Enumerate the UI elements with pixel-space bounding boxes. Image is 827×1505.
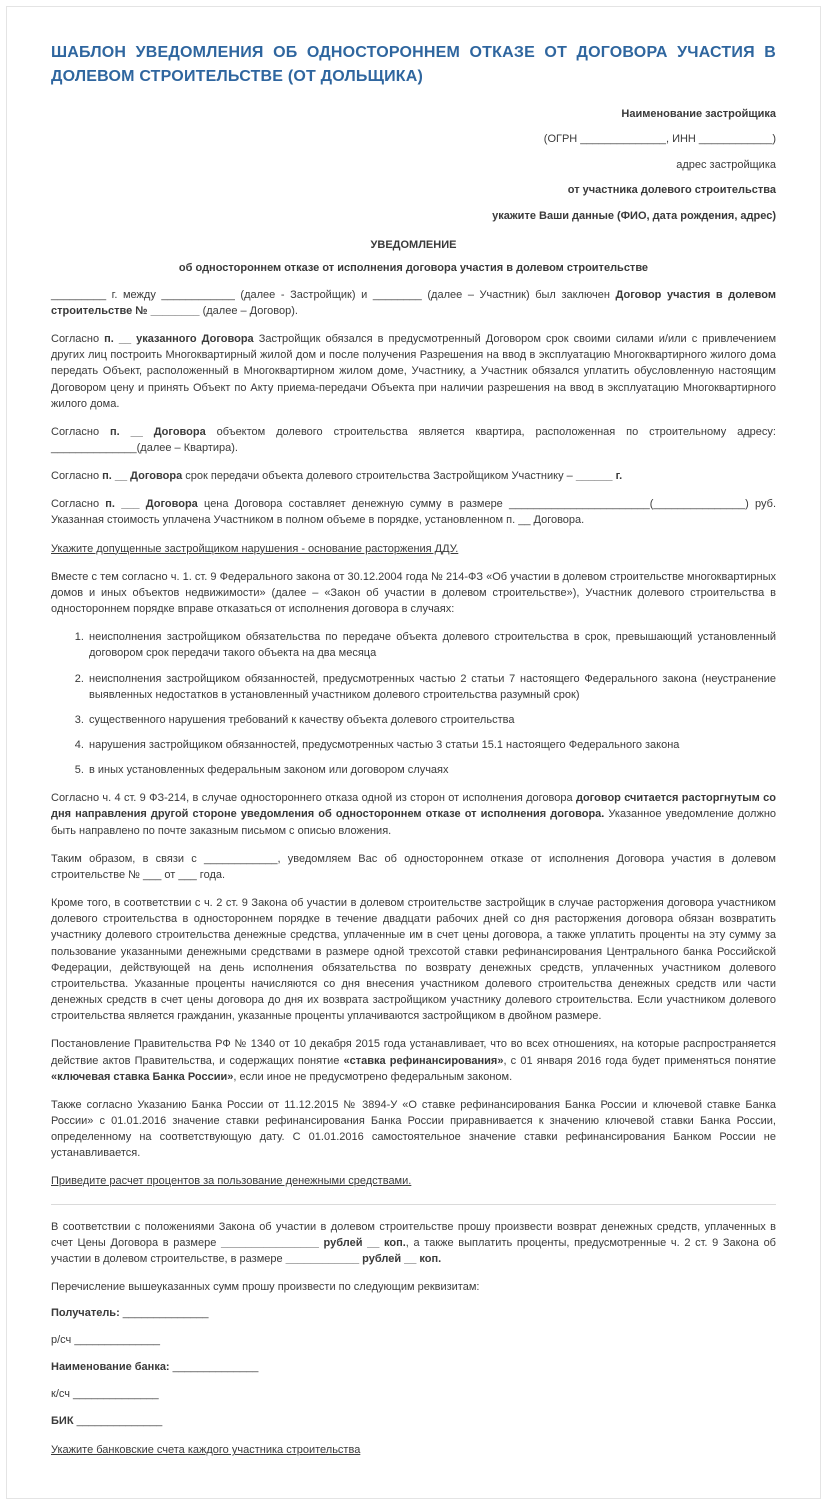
- notification-subtitle: об одностороннем отказе от исполнения договора участия в долевом строительстве: [178, 262, 649, 275]
- participant-data-line: укажите Ваши данные (ФИО, дата рождения, адрес): [492, 209, 776, 222]
- para-refund-duty: Кроме того, в соответствии с ч. 2 ст. 9 Закона об участии в долевом строительстве застройщик в случае расторжения договора участником долевого строительства в одностороннем порядке в течение двадцати рабочих дней со дня расторжения договора обязан возвратить участнику долевого строительства денежные средства, уплаченные им в счет цены договора, а также уплатить проценты на эту сумму за пользование указанными денежными средствами в размере одной трехсотой ставки рефинансирования Центрального банка Российской Федерации, действующей на день исполнения обязательства по возврату денежных средств, уплаченных участником долевого строительства. Указанные проценты начисляются со дня внесения участником долевого строительства денежных средств или части денежных средств в счет цены договора до дня их возврата застройщиком участнику долевого строительства. Если участником долевого строительства является гражданин, указанные проценты уплачиваются застройщиком в двойном размере.: [51, 897, 776, 1023]
- bank-requisites-block: [51, 1307, 776, 1427]
- para-government-decree: Постановление Правительства РФ № 1340 от 10 декабря 2015 года устанавливает, что во всех отношениях, на которые распространяется действие актов Правительства, и содержащих понятие «ставка рефинансирования», с 01 января 2016 года будет применяться понятие «ключевая ставка Банка России», если иное не предусмотрено федеральным законом.: [51, 1038, 776, 1083]
- clipped-row-divider: [51, 1204, 776, 1205]
- para-refund-request: В соответствии с положениями Закона об участии в долевом строительстве прошу произвести возврат денежных средств, уплаченных в счет Цены Договора в размере ________________ рублей __ коп., а также выплатить проценты, предусмотренные ч. 2 ст. 9 Закона об участии в долевом строительстве, в размере ____________ рублей __ коп.: [51, 1220, 776, 1265]
- list-item: 4. нарушения застройщиком обязанностей, предусмотренных частью 3 статьи 15.1 настоящего Федерального закона: [87, 737, 776, 753]
- para-termination-effect: Согласно ч. 4 ст. 9 ФЗ-214, в случае одностороннего отказа одной из сторон от исполнения договора договор считается расторгнутым со дня направления другой стороне уведомления об одностороннем отказе от исполнения договора. Указанное уведомление должно быть направлено по почте заказным письмом с описью вложения.: [51, 792, 777, 837]
- page-title: ШАБЛОН УВЕДОМЛЕНИЯ ОБ ОДНОСТОРОННЕМ ОТКАЗЕ ОТ ДОГОВОРА УЧАСТИЯ В ДОЛЕВОМ СТРОИТЕЛЬСТВЕ (ОТ ДОЛЬЩИКА): [51, 44, 776, 85]
- requisite-bank-name: Наименование банка: ______________: [51, 1361, 259, 1374]
- recipient-block: [51, 107, 776, 224]
- hint-violations: Укажите допущенные застройщиком нарушения - основание расторжения ДДУ.: [51, 542, 459, 555]
- para-law-intro: Вместе с тем согласно ч. 1. ст. 9 Федерального закона от 30.12.2004 года № 214-ФЗ «Об участии в долевом строительстве многоквартирных домов и иных объектов недвижимости» (далее – «Закон об участии в долевом строительстве»), Участник долевого строительства в одностороннем порядке вправе отказаться от исполнения договора в случаях:: [51, 570, 776, 616]
- developer-address-line: адрес застройщика: [676, 158, 776, 171]
- notification-title: УВЕДОМЛЕНИЕ: [370, 238, 457, 251]
- list-item: 3. существенного нарушения требований к качеству объекта долевого строительства: [87, 712, 776, 728]
- hint-participant-accounts: Укажите банковские счета каждого участника строительства: [51, 1444, 361, 1457]
- developer-name-line: Наименование застройщика: [621, 108, 776, 120]
- requisite-corr-account: к/сч ______________: [51, 1388, 159, 1401]
- list-item: 1. неисполнения застройщиком обязательства по передаче объекта долевого строительства в срок, превышающий установленный договором срок передачи такого объекта на два месяца: [87, 629, 776, 661]
- para-developer-obligation: Согласно п. __ указанного Договора Застройщик обязался в предусмотренный Договором срок своими силами и/или с привлечением других лиц построить Многоквартирный жилой дом и после получения Разрешения на ввод в эксплуатацию Многоквартирного жилого дома передать Объект, расположенный в Многоквартирном жилом доме, Участнику, а Участник обязался уплатить обусловленную настоящим Договором цену и принять Объект по Акту приема-передачи Объекта при наличии разрешения на ввод в эксплуатацию Многоквартирного жилого дома.: [51, 333, 777, 410]
- para-contract-intro: _________ г. между ____________ (далее - Застройщик) и ________ (далее – Участник) был заключен Договор участия в долевом строительстве № ________ (далее – Договор).: [51, 288, 776, 317]
- para-contract-price: Согласно п. ___ Договора цена Договора составляет денежную сумму в размере _______________________(_______________) руб. Указанная стоимость уплачена Участником в полном объеме в порядке, установленном п. __ Договора.: [51, 498, 777, 527]
- para-transfer-deadline: Согласно п. __ Договора срок передачи объекта долевого строительства Застройщиком Участнику – ______ г.: [51, 470, 623, 483]
- document-page: [6, 6, 821, 1499]
- notification-heading: [51, 238, 776, 277]
- requisite-payee: Получатель: ______________: [51, 1307, 209, 1320]
- para-cbr-note: Также согласно Указанию Банка России от 11.12.2015 № 3894-У «О ставке рефинансирования Банка России и ключевой ставке Банка России» с 01.01.2016 значение ставки рефинансирования Банка России приравнивается к значению ключевой ставки Банка России, определенному на соответствующую дату. С 01.01.2016 самостоятельное значение ставки рефинансирования Банком России не устанавливается.: [51, 1098, 776, 1160]
- requisite-bik: БИК ______________: [51, 1415, 163, 1428]
- ogrn-inn-line: (ОГРН ______________, ИНН ____________): [543, 133, 776, 146]
- hint-interest-calculation: Приведите расчет процентов за пользование денежными средствами.: [51, 1175, 412, 1188]
- refusal-cases-list: [51, 629, 776, 778]
- para-construction-object: Согласно п. __ Договора объектом долевого строительства является квартира, расположенная по строительному адресу: ______________(далее – Квартира).: [51, 425, 776, 454]
- from-participant-line: от участника долевого строительства: [567, 184, 776, 197]
- para-therefore: Таким образом, в связи с ____________, уведомляем Вас об одностороннем отказе от исполнения Договора участия в долевом строительстве № ___ от ___ года.: [51, 852, 776, 881]
- list-item: 5. в иных установленных федеральным законом или договором случаях: [87, 762, 776, 778]
- list-item: 2. неисполнения застройщиком обязанностей, предусмотренных частью 2 статьи 7 настоящего Федерального закона (неустранение выявленных недостатков в установленный участником долевого строительства разумный срок): [87, 671, 776, 703]
- para-transfer-request: Перечисление вышеуказанных сумм прошу произвести по следующим реквизитам:: [51, 1281, 480, 1294]
- requisite-settlement-account: р/сч ______________: [51, 1334, 160, 1347]
